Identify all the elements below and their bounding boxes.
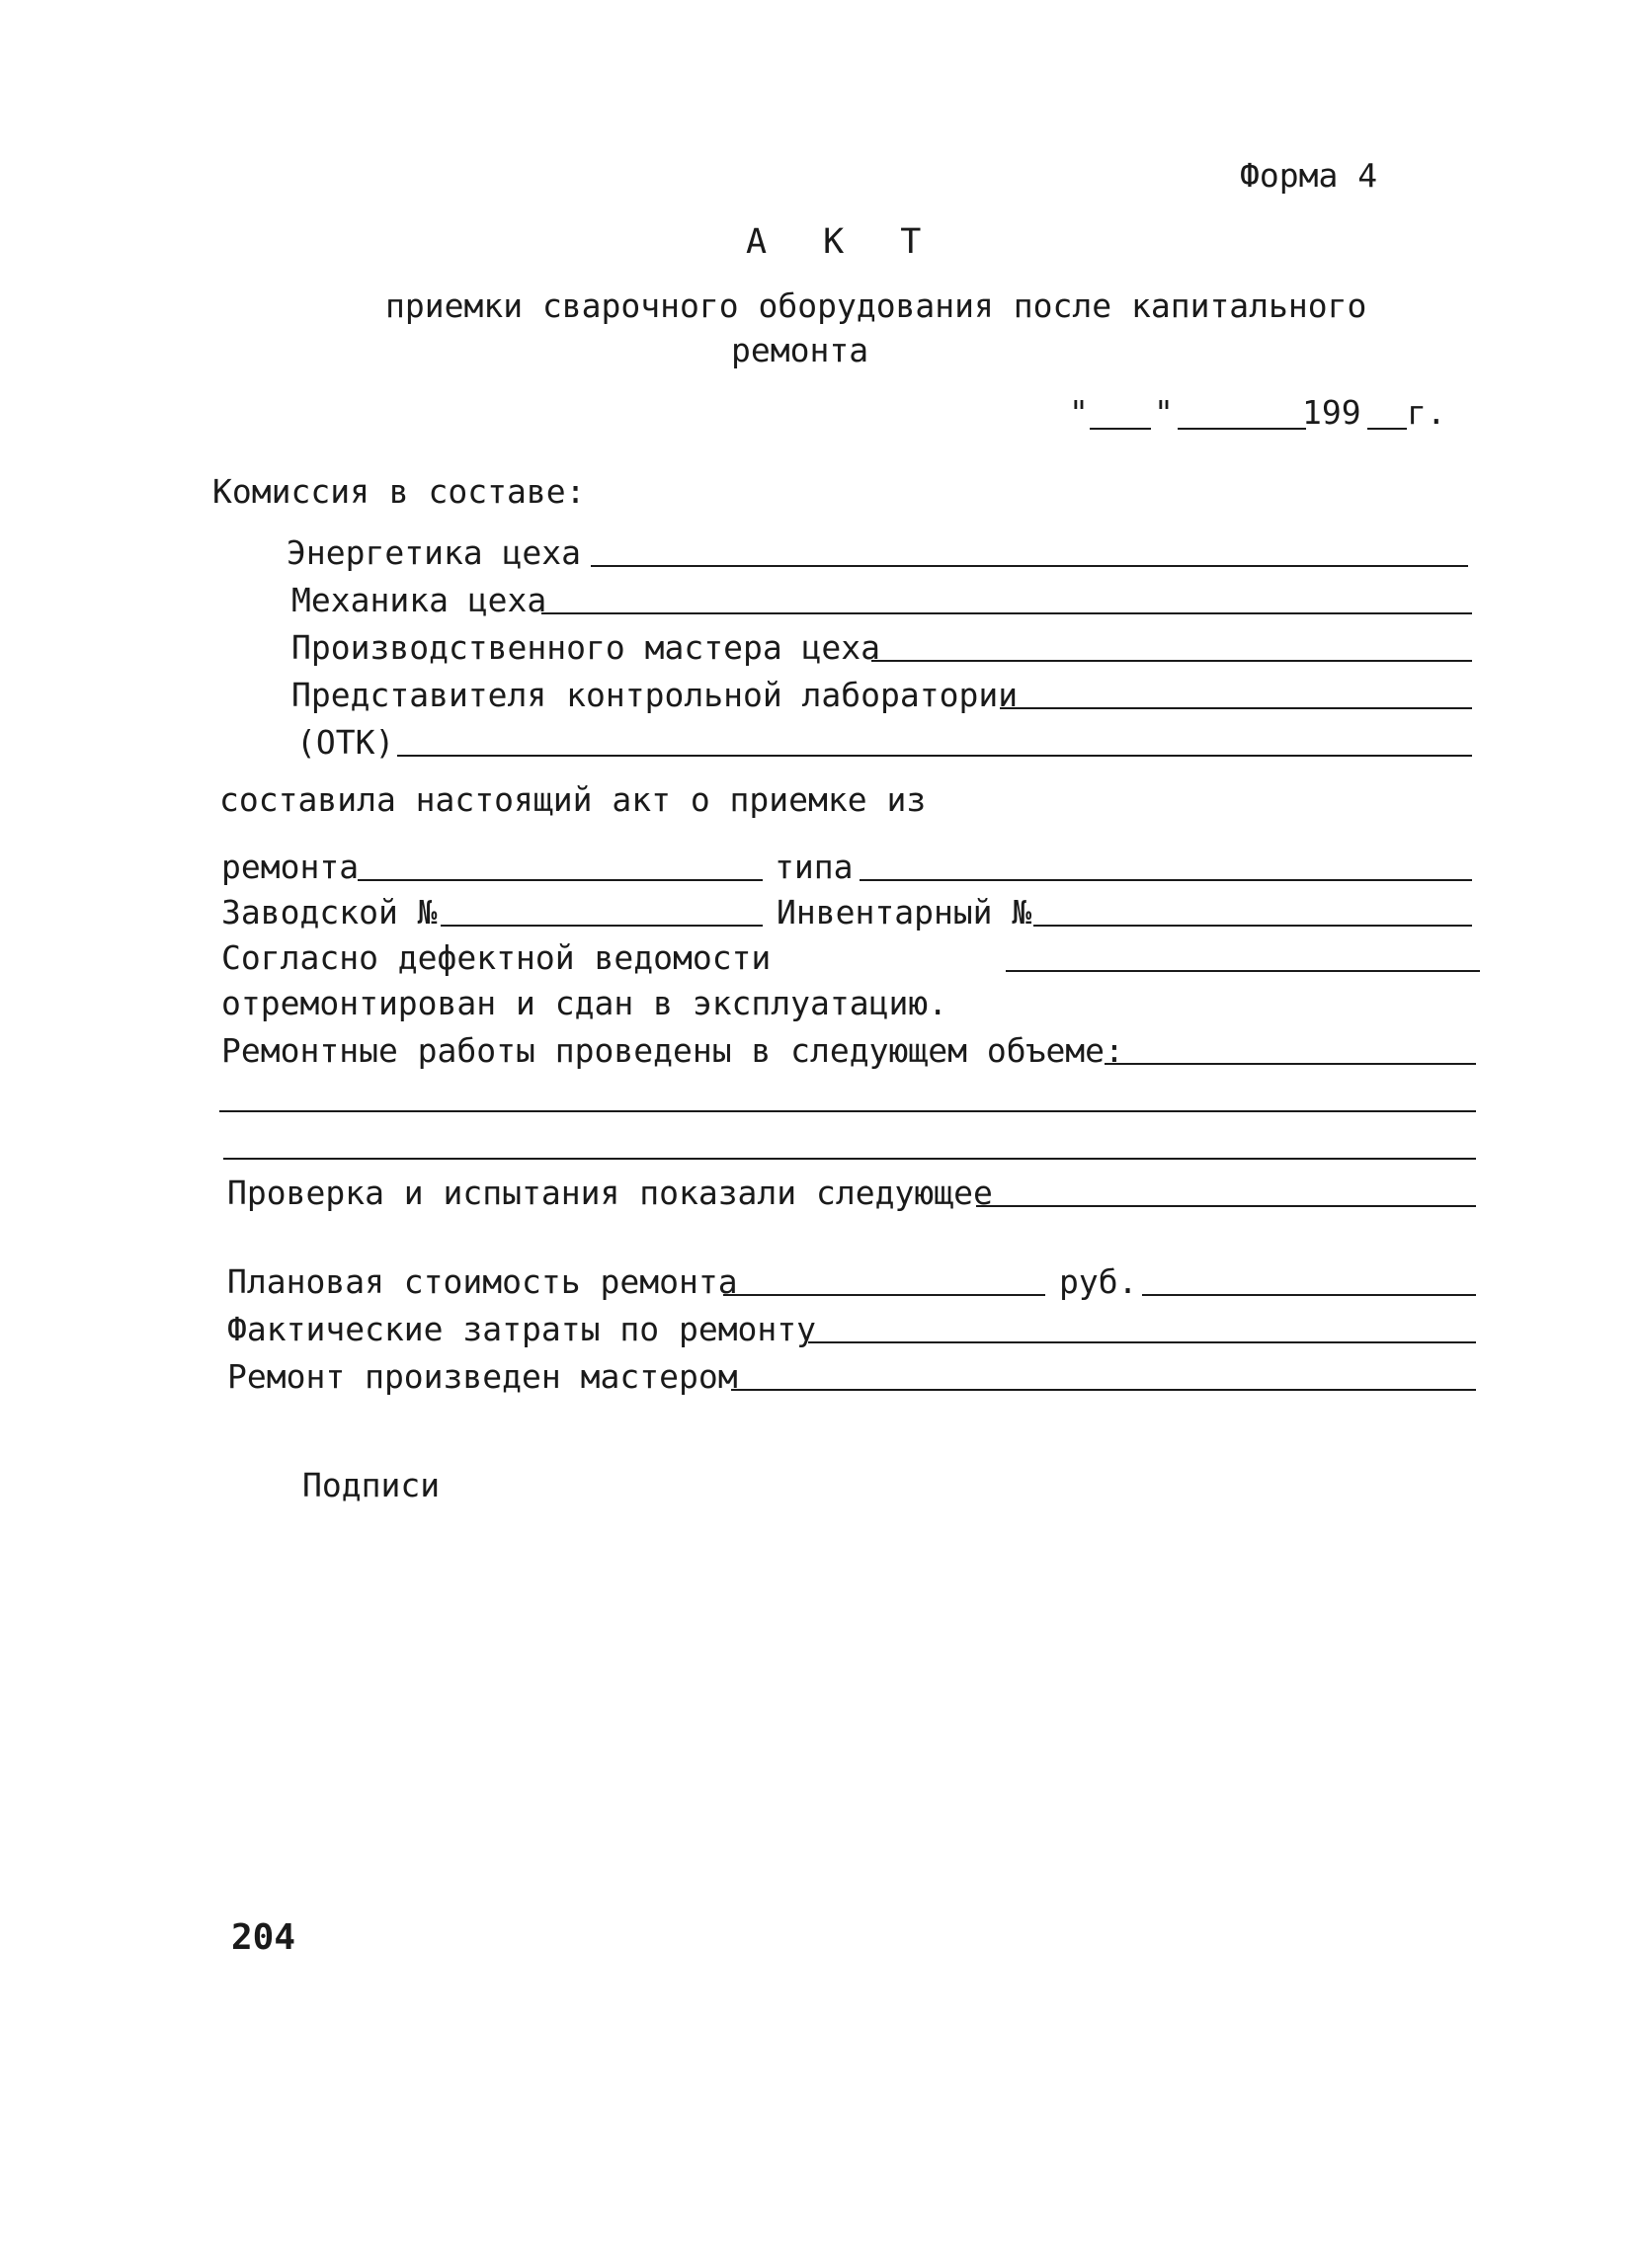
works-scope-label: Ремонтные работы проведены в следующем объеме:	[221, 1031, 1124, 1070]
type-field[interactable]	[860, 879, 1472, 881]
works-scope-field-2[interactable]	[219, 1110, 1476, 1112]
date-month-blank[interactable]	[1178, 428, 1306, 430]
member-label-energetics: Энергетика цеха	[287, 533, 582, 572]
page-number: 204	[231, 1917, 296, 1958]
date-quote-close: "	[1154, 393, 1174, 432]
actual-cost-label: Фактические затраты по ремонту	[227, 1310, 817, 1348]
defect-statement-label: Согласно дефектной ведомости	[221, 938, 772, 977]
defect-statement-field[interactable]	[1006, 970, 1480, 972]
rub-field[interactable]	[1142, 1294, 1476, 1296]
tests-label: Проверка и испытания показали следующее	[227, 1174, 993, 1212]
date-year-prefix: 199	[1302, 393, 1361, 432]
date-quote-open: "	[1069, 393, 1089, 432]
member-field-lab-representative[interactable]	[1000, 707, 1472, 709]
rub-label: руб.	[1059, 1262, 1138, 1301]
member-field-production-master[interactable]	[871, 660, 1472, 662]
repair-label: ремонта	[221, 848, 360, 886]
document-subtitle-line2: ремонта	[731, 331, 869, 369]
member-label-otk: (ОТК)	[296, 723, 395, 762]
planned-cost-label: Плановая стоимость ремонта	[227, 1262, 738, 1301]
tests-field[interactable]	[976, 1205, 1476, 1207]
member-label-production-master: Производственного мастера цеха	[291, 628, 881, 667]
actual-cost-field[interactable]	[808, 1341, 1476, 1343]
inventory-number-label: Инвентарный №	[777, 893, 1032, 932]
signatures-label: Подписи	[302, 1466, 441, 1504]
serial-number-field[interactable]	[441, 925, 763, 927]
member-field-otk[interactable]	[397, 755, 1472, 757]
type-label: типа	[775, 848, 854, 886]
handed-over-text: отремонтирован и сдан в эксплуатацию.	[221, 984, 948, 1022]
works-scope-field-3[interactable]	[223, 1158, 1476, 1160]
repair-field[interactable]	[358, 879, 763, 881]
member-field-mechanic[interactable]	[541, 612, 1472, 614]
act-intro: составила настоящий акт о приемке из	[219, 780, 927, 819]
serial-number-label: Заводской №	[221, 893, 438, 932]
repair-master-field[interactable]	[731, 1389, 1476, 1391]
date-day-blank[interactable]	[1090, 428, 1151, 430]
planned-cost-field[interactable]	[723, 1294, 1045, 1296]
member-label-lab-representative: Представителя контрольной лаборатории	[291, 676, 1019, 714]
member-label-mechanic: Механика цеха	[291, 581, 547, 619]
form-label: Форма 4	[1240, 156, 1378, 195]
member-field-energetics[interactable]	[591, 565, 1468, 567]
commission-heading: Комиссия в составе:	[212, 472, 586, 511]
date-year-blank[interactable]	[1367, 428, 1407, 430]
date-year-suffix: г.	[1407, 393, 1446, 432]
document-title: А К Т	[746, 222, 940, 262]
works-scope-field-1[interactable]	[1105, 1063, 1476, 1065]
document-subtitle-line1: приемки сварочного оборудования после капитального	[385, 286, 1367, 325]
inventory-number-field[interactable]	[1033, 925, 1472, 927]
repair-master-label: Ремонт произведен мастером	[227, 1357, 738, 1396]
